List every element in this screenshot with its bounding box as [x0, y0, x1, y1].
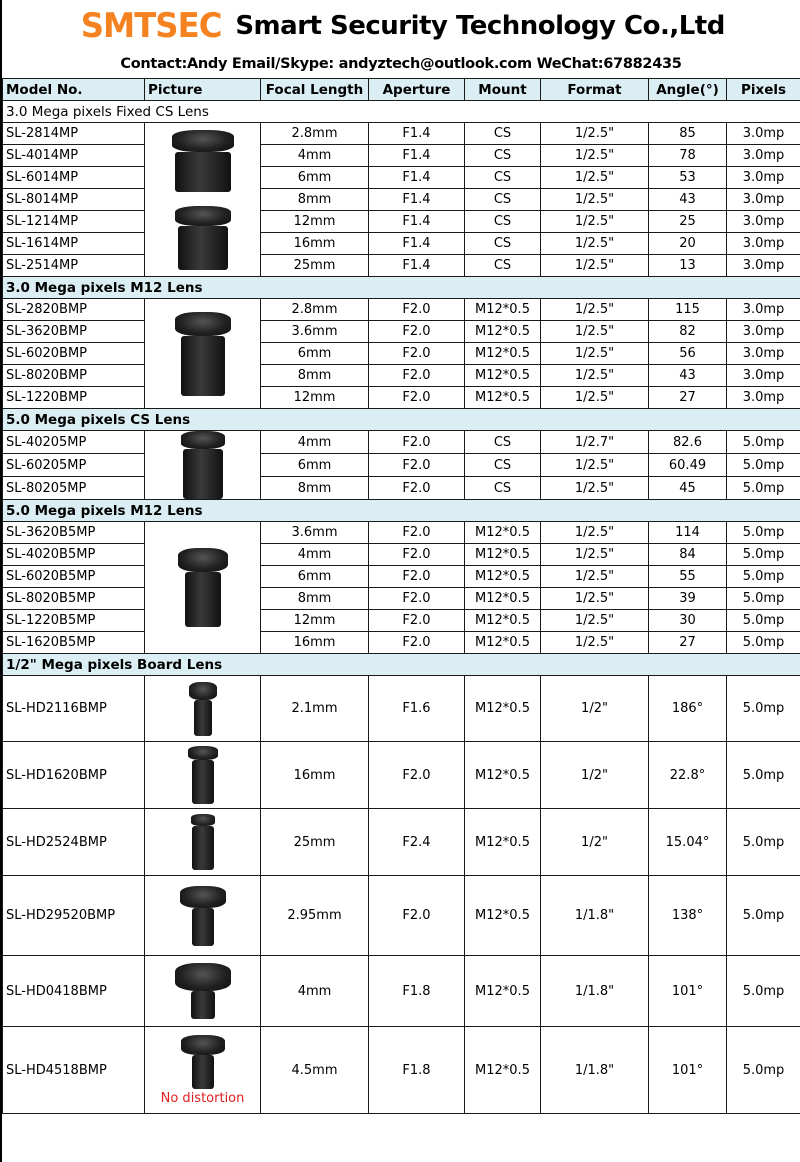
- cell-pixels: 5.0mp: [727, 544, 800, 566]
- cell-format: 1/1.8": [541, 876, 649, 956]
- cell-mount: CS: [465, 233, 541, 255]
- cell-mount: M12*0.5: [465, 343, 541, 365]
- cell-aperture: F2.0: [369, 477, 465, 500]
- cell-aperture: F1.4: [369, 189, 465, 211]
- cell-model: SL-6020BMP: [3, 343, 145, 365]
- section-header-row: [3, 409, 800, 431]
- cell-angle: 101°: [649, 1027, 727, 1114]
- cell-picture: [145, 742, 261, 809]
- cell-pixels: 3.0mp: [727, 343, 800, 365]
- col-header-pixels: Pixels: [727, 79, 800, 101]
- section-header-row: [3, 101, 800, 123]
- lens-spec-table: [2, 78, 800, 1114]
- cell-aperture: F1.4: [369, 211, 465, 233]
- cell-focal-length: 16mm: [261, 233, 369, 255]
- cell-focal-length: 2.1mm: [261, 676, 369, 742]
- cell-aperture: F1.8: [369, 1027, 465, 1114]
- cell-aperture: F1.8: [369, 956, 465, 1027]
- cell-model: SL-1214MP: [3, 211, 145, 233]
- cell-angle: 55: [649, 566, 727, 588]
- cell-mount: M12*0.5: [465, 676, 541, 742]
- cell-pixels: 3.0mp: [727, 255, 800, 277]
- cell-pixels: 5.0mp: [727, 956, 800, 1027]
- cell-model: SL-HD0418BMP: [3, 956, 145, 1027]
- cell-angle: 27: [649, 387, 727, 409]
- cell-angle: 78: [649, 145, 727, 167]
- cell-mount: M12*0.5: [465, 566, 541, 588]
- cell-angle: 45: [649, 477, 727, 500]
- cell-model: SL-6020B5MP: [3, 566, 145, 588]
- cell-mount: CS: [465, 145, 541, 167]
- cell-pixels: 3.0mp: [727, 299, 800, 321]
- cell-pixels: 5.0mp: [727, 1027, 800, 1114]
- cell-format: 1/2.5": [541, 299, 649, 321]
- table-row: [3, 544, 800, 566]
- cell-picture: [145, 809, 261, 876]
- section-title: 3.0 Mega pixels M12 Lens: [3, 277, 800, 299]
- cell-pixels: 3.0mp: [727, 167, 800, 189]
- cell-picture: [145, 431, 261, 500]
- cell-angle: 115: [649, 299, 727, 321]
- cell-aperture: F2.0: [369, 431, 465, 454]
- cell-model: SL-2814MP: [3, 123, 145, 145]
- cell-model: SL-8014MP: [3, 189, 145, 211]
- cell-mount: CS: [465, 454, 541, 477]
- cell-picture: [145, 1027, 261, 1114]
- table-row: [3, 321, 800, 343]
- cell-format: 1/2.5": [541, 343, 649, 365]
- cell-picture: [145, 676, 261, 742]
- cell-pixels: 5.0mp: [727, 477, 800, 500]
- cell-angle: 30: [649, 610, 727, 632]
- cell-mount: M12*0.5: [465, 365, 541, 387]
- cell-focal-length: 2.8mm: [261, 123, 369, 145]
- lens-photo-icon: [145, 431, 260, 499]
- cell-format: 1/1.8": [541, 1027, 649, 1114]
- cell-angle: 20: [649, 233, 727, 255]
- cell-focal-length: 16mm: [261, 632, 369, 654]
- cell-picture: [145, 956, 261, 1027]
- table-row: [3, 145, 800, 167]
- lens-photo-icon: [145, 312, 260, 396]
- col-header-angle: Angle(°): [649, 79, 727, 101]
- table-header-row: [3, 79, 800, 101]
- cell-picture: [145, 522, 261, 654]
- col-header-picture: Picture: [145, 79, 261, 101]
- table-row: [3, 676, 800, 742]
- cell-aperture: F2.0: [369, 566, 465, 588]
- cell-model: SL-2820BMP: [3, 299, 145, 321]
- cell-focal-length: 4.5mm: [261, 1027, 369, 1114]
- cell-model: SL-6014MP: [3, 167, 145, 189]
- section-header-row: [3, 654, 800, 676]
- cell-format: 1/2.5": [541, 167, 649, 189]
- cell-model: SL-HD2524BMP: [3, 809, 145, 876]
- cell-pixels: 5.0mp: [727, 588, 800, 610]
- table-row: [3, 610, 800, 632]
- cell-angle: 101°: [649, 956, 727, 1027]
- cell-format: 1/2.5": [541, 321, 649, 343]
- cell-focal-length: 4mm: [261, 431, 369, 454]
- lens-photo-icon: [145, 1035, 260, 1089]
- cell-mount: M12*0.5: [465, 522, 541, 544]
- cell-model: SL-HD1620BMP: [3, 742, 145, 809]
- cell-angle: 82.6: [649, 431, 727, 454]
- table-row: [3, 431, 800, 454]
- cell-angle: 84: [649, 544, 727, 566]
- lens-photo-icon: [145, 814, 260, 870]
- no-distortion-note: No distortion: [160, 1090, 245, 1106]
- section-header-row: [3, 277, 800, 299]
- cell-aperture: F2.0: [369, 522, 465, 544]
- cell-angle: 22.8°: [649, 742, 727, 809]
- cell-mount: M12*0.5: [465, 956, 541, 1027]
- cell-mount: M12*0.5: [465, 876, 541, 956]
- cell-model: SL-HD29520BMP: [3, 876, 145, 956]
- lens-photo-icon: [145, 130, 260, 192]
- cell-aperture: F2.0: [369, 387, 465, 409]
- col-header-aperture: Aperture: [369, 79, 465, 101]
- cell-focal-length: 25mm: [261, 255, 369, 277]
- cell-focal-length: 3.6mm: [261, 321, 369, 343]
- cell-picture: [145, 876, 261, 956]
- cell-mount: CS: [465, 431, 541, 454]
- cell-aperture: F2.0: [369, 544, 465, 566]
- cell-aperture: F1.6: [369, 676, 465, 742]
- cell-format: 1/2.5": [541, 588, 649, 610]
- cell-format: 1/1.8": [541, 956, 649, 1027]
- cell-pixels: 3.0mp: [727, 321, 800, 343]
- cell-angle: 13: [649, 255, 727, 277]
- cell-pixels: 5.0mp: [727, 522, 800, 544]
- cell-pixels: 3.0mp: [727, 145, 800, 167]
- contact-line: Contact:Andy Email/Skype: andyztech@outlook.com WeChat:67882435: [120, 56, 682, 72]
- cell-model: SL-1220B5MP: [3, 610, 145, 632]
- cell-aperture: F2.0: [369, 299, 465, 321]
- cell-format: 1/2.5": [541, 544, 649, 566]
- cell-model: SL-HD4518BMP: [3, 1027, 145, 1114]
- cell-aperture: F2.0: [369, 742, 465, 809]
- table-row: [3, 299, 800, 321]
- cell-model: SL-1620B5MP: [3, 632, 145, 654]
- company-logo: SMTSEC: [80, 6, 222, 46]
- cell-focal-length: 8mm: [261, 189, 369, 211]
- cell-mount: CS: [465, 477, 541, 500]
- cell-pixels: 3.0mp: [727, 123, 800, 145]
- cell-focal-length: 6mm: [261, 566, 369, 588]
- cell-pixels: 3.0mp: [727, 189, 800, 211]
- table-row: [3, 387, 800, 409]
- cell-focal-length: 16mm: [261, 742, 369, 809]
- table-row: [3, 365, 800, 387]
- cell-format: 1/2.5": [541, 255, 649, 277]
- cell-pixels: 3.0mp: [727, 365, 800, 387]
- cell-angle: 114: [649, 522, 727, 544]
- cell-focal-length: 25mm: [261, 809, 369, 876]
- table-row: [3, 566, 800, 588]
- cell-format: 1/2.5": [541, 632, 649, 654]
- cell-angle: 25: [649, 211, 727, 233]
- cell-focal-length: 4mm: [261, 544, 369, 566]
- cell-model: SL-40205MP: [3, 431, 145, 454]
- cell-model: SL-4014MP: [3, 145, 145, 167]
- cell-focal-length: 2.8mm: [261, 299, 369, 321]
- cell-mount: CS: [465, 189, 541, 211]
- cell-model: SL-60205MP: [3, 454, 145, 477]
- cell-angle: 82: [649, 321, 727, 343]
- lens-photo-icon: [145, 548, 260, 627]
- cell-mount: M12*0.5: [465, 299, 541, 321]
- cell-model: SL-3620B5MP: [3, 522, 145, 544]
- cell-mount: CS: [465, 211, 541, 233]
- cell-model: SL-80205MP: [3, 477, 145, 500]
- cell-format: 1/2.5": [541, 365, 649, 387]
- table-body: [3, 101, 800, 1114]
- section-title: 5.0 Mega pixels CS Lens: [3, 409, 800, 431]
- cell-model: SL-8020BMP: [3, 365, 145, 387]
- col-header-format: Format: [541, 79, 649, 101]
- cell-aperture: F2.0: [369, 610, 465, 632]
- cell-model: SL-4020B5MP: [3, 544, 145, 566]
- section-title: 1/2" Mega pixels Board Lens: [3, 654, 800, 676]
- cell-focal-length: 6mm: [261, 167, 369, 189]
- cell-mount: M12*0.5: [465, 610, 541, 632]
- table-row: [3, 956, 800, 1027]
- cell-pixels: 5.0mp: [727, 632, 800, 654]
- table-row: [3, 255, 800, 277]
- cell-aperture: F1.4: [369, 145, 465, 167]
- cell-aperture: F2.0: [369, 588, 465, 610]
- cell-aperture: F2.0: [369, 632, 465, 654]
- cell-pixels: 5.0mp: [727, 676, 800, 742]
- col-header-model: Model No.: [3, 79, 145, 101]
- cell-pixels: 5.0mp: [727, 431, 800, 454]
- cell-mount: M12*0.5: [465, 321, 541, 343]
- table-row: [3, 588, 800, 610]
- cell-angle: 138°: [649, 876, 727, 956]
- cell-focal-length: 2.95mm: [261, 876, 369, 956]
- cell-mount: CS: [465, 167, 541, 189]
- cell-model: SL-1614MP: [3, 233, 145, 255]
- cell-mount: M12*0.5: [465, 544, 541, 566]
- cell-pixels: 5.0mp: [727, 809, 800, 876]
- cell-model: SL-HD2116BMP: [3, 676, 145, 742]
- cell-format: 1/2.7": [541, 431, 649, 454]
- cell-angle: 39: [649, 588, 727, 610]
- table-row: [3, 876, 800, 956]
- cell-angle: 15.04°: [649, 809, 727, 876]
- cell-format: 1/2.5": [541, 123, 649, 145]
- cell-pixels: 5.0mp: [727, 454, 800, 477]
- cell-mount: M12*0.5: [465, 742, 541, 809]
- cell-angle: 53: [649, 167, 727, 189]
- section-title: 5.0 Mega pixels M12 Lens: [3, 500, 800, 522]
- cell-pixels: 3.0mp: [727, 211, 800, 233]
- cell-model: SL-8020B5MP: [3, 588, 145, 610]
- table-row: [3, 211, 800, 233]
- cell-model: SL-3620BMP: [3, 321, 145, 343]
- table-row: [3, 742, 800, 809]
- cell-aperture: F2.4: [369, 809, 465, 876]
- cell-focal-length: 12mm: [261, 211, 369, 233]
- table-row: [3, 167, 800, 189]
- cell-format: 1/2.5": [541, 145, 649, 167]
- cell-angle: 85: [649, 123, 727, 145]
- cell-mount: M12*0.5: [465, 588, 541, 610]
- cell-focal-length: 3.6mm: [261, 522, 369, 544]
- cell-model: SL-1220BMP: [3, 387, 145, 409]
- cell-angle: 186°: [649, 676, 727, 742]
- cell-aperture: F2.0: [369, 876, 465, 956]
- cell-mount: M12*0.5: [465, 632, 541, 654]
- cell-pixels: 5.0mp: [727, 566, 800, 588]
- cell-focal-length: 12mm: [261, 610, 369, 632]
- cell-aperture: F2.0: [369, 454, 465, 477]
- lens-photo-icon: [145, 746, 260, 804]
- table-row: [3, 632, 800, 654]
- table-row: [3, 123, 800, 145]
- table-row: [3, 1027, 800, 1114]
- cell-aperture: F1.4: [369, 123, 465, 145]
- cell-focal-length: 8mm: [261, 588, 369, 610]
- cell-focal-length: 4mm: [261, 145, 369, 167]
- cell-pixels: 5.0mp: [727, 742, 800, 809]
- cell-aperture: F2.0: [369, 365, 465, 387]
- cell-format: 1/2.5": [541, 189, 649, 211]
- cell-aperture: F1.4: [369, 233, 465, 255]
- cell-model: SL-2514MP: [3, 255, 145, 277]
- table-row: [3, 454, 800, 477]
- cell-format: 1/2.5": [541, 233, 649, 255]
- cell-angle: 43: [649, 365, 727, 387]
- cell-focal-length: 12mm: [261, 387, 369, 409]
- cell-mount: M12*0.5: [465, 1027, 541, 1114]
- table-row: [3, 233, 800, 255]
- cell-mount: M12*0.5: [465, 809, 541, 876]
- table-row: [3, 477, 800, 500]
- section-header-row: [3, 500, 800, 522]
- cell-format: 1/2.5": [541, 454, 649, 477]
- table-row: [3, 343, 800, 365]
- col-header-focal-length: Focal Length: [261, 79, 369, 101]
- section-title: 3.0 Mega pixels Fixed CS Lens: [3, 101, 800, 123]
- cell-format: 1/2.5": [541, 566, 649, 588]
- company-name: Smart Security Technology Co.,Ltd: [235, 11, 725, 41]
- table-row: [3, 809, 800, 876]
- cell-angle: 56: [649, 343, 727, 365]
- cell-focal-length: 6mm: [261, 454, 369, 477]
- cell-pixels: 3.0mp: [727, 233, 800, 255]
- cell-mount: M12*0.5: [465, 387, 541, 409]
- col-header-mount: Mount: [465, 79, 541, 101]
- lens-photo-icon: [145, 682, 260, 736]
- cell-mount: CS: [465, 123, 541, 145]
- lens-photo-icon: [145, 886, 260, 946]
- cell-picture: [145, 123, 261, 277]
- table-row: [3, 189, 800, 211]
- cell-aperture: F1.4: [369, 167, 465, 189]
- cell-focal-length: 8mm: [261, 365, 369, 387]
- cell-pixels: 5.0mp: [727, 876, 800, 956]
- cell-pixels: 5.0mp: [727, 610, 800, 632]
- cell-format: 1/2.5": [541, 211, 649, 233]
- cell-focal-length: 6mm: [261, 343, 369, 365]
- cell-format: 1/2": [541, 809, 649, 876]
- brand-header: [2, 0, 800, 50]
- cell-mount: CS: [465, 255, 541, 277]
- cell-format: 1/2.5": [541, 522, 649, 544]
- cell-format: 1/2.5": [541, 387, 649, 409]
- cell-angle: 60.49: [649, 454, 727, 477]
- cell-picture: [145, 299, 261, 409]
- table-row: [3, 522, 800, 544]
- cell-angle: 27: [649, 632, 727, 654]
- cell-focal-length: 8mm: [261, 477, 369, 500]
- cell-format: 1/2.5": [541, 610, 649, 632]
- cell-format: 1/2": [541, 676, 649, 742]
- cell-aperture: F2.0: [369, 321, 465, 343]
- cell-aperture: F2.0: [369, 343, 465, 365]
- cell-aperture: F1.4: [369, 255, 465, 277]
- lens-photo-icon: [145, 963, 260, 1019]
- cell-format: 1/2": [541, 742, 649, 809]
- lens-photo-icon: [145, 206, 260, 270]
- cell-angle: 43: [649, 189, 727, 211]
- cell-format: 1/2.5": [541, 477, 649, 500]
- cell-pixels: 3.0mp: [727, 387, 800, 409]
- cell-focal-length: 4mm: [261, 956, 369, 1027]
